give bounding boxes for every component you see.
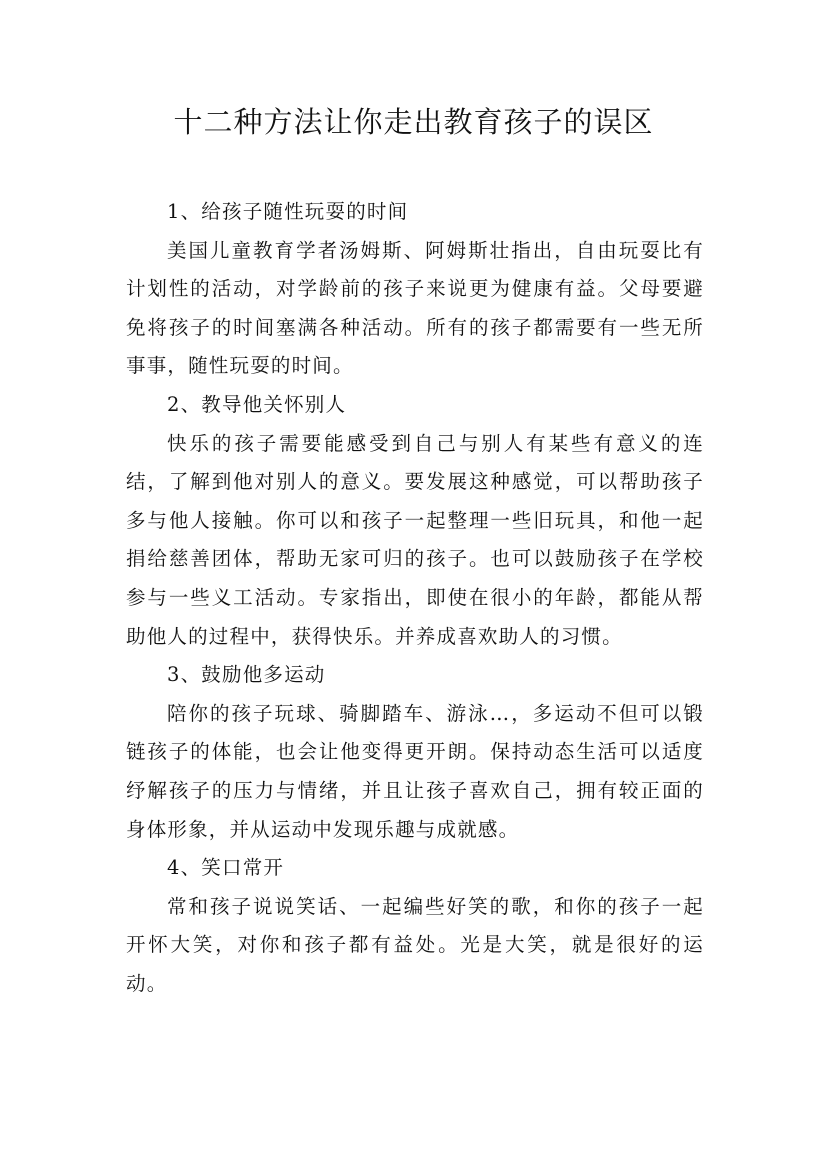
section-paragraph-4: 常和孩子说说笑话、一起编些好笑的歌，和你的孩子一起开怀大笑，对你和孩子都有益处。光是大笑，就是很好的运动。 [126,894,704,995]
section-paragraph-2: 快乐的孩子需要能感受到自己与别人有某些有意义的连结，了解到他对别人的意义。要发展这种感觉，可以帮助孩子多与他人接触。你可以和孩子一起整理一些旧玩具，和他一起捐给慈善团体，帮助无家可归的孩子。也可以鼓励孩子在学校参与一些义工活动。专家指出，即使在很小的年龄，都能从帮助他人的过程中，获得快乐。并养成喜欢助人的习惯。 [126,431,704,648]
section-heading-1: 1、给孩子随性玩耍的时间 [167,200,409,223]
section-heading-4: 4、笑口常开 [167,856,285,880]
document-body [126,193,704,1003]
section-heading-2: 2、教导他关怀别人 [167,392,347,416]
section-paragraph-1: 美国儿童教育学者汤姆斯、阿姆斯壮指出，自由玩耍比有计划性的活动，对学龄前的孩子来说更为健康有益。父母要避免将孩子的时间塞满各种活动。所有的孩子都需要有一些无所事事，随性玩耍的时间。 [126,238,704,378]
section-paragraph-3: 陪你的孩子玩球、骑脚踏车、游泳…，多运动不但可以锻链孩子的体能，也会让他变得更开朗。保持动态生活可以适度纾解孩子的压力与情绪，并且让孩子喜欢自己，拥有较正面的身体形象，并从运动中发现乐趣与成就感。 [126,701,704,841]
document-title: 十二种方法让你走出教育孩子的误区 [173,105,654,139]
section-heading-3: 3、鼓励他多运动 [167,663,326,687]
